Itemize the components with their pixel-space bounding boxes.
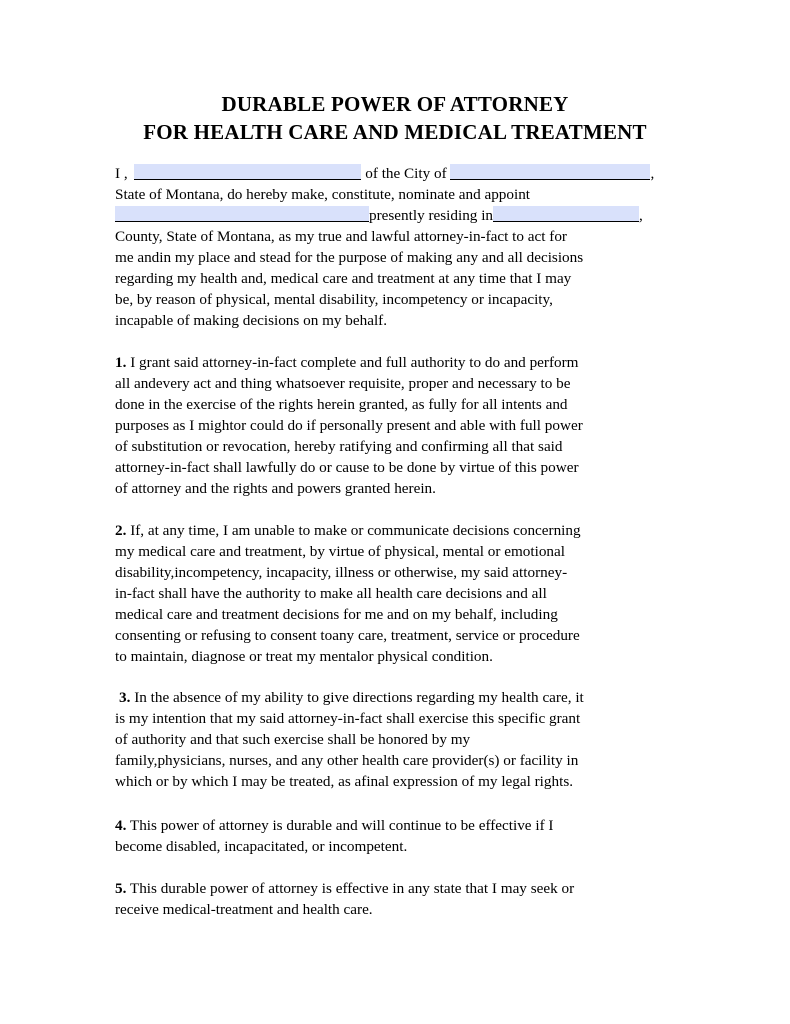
paragraph-number: 1. (115, 354, 127, 371)
paragraph-number: 4. (115, 817, 127, 834)
paragraph-number: 3. (119, 689, 131, 706)
paragraph-line: which or by which I may be treated, as afinal expression of my legal rights. (115, 773, 574, 790)
paragraph-line: become disabled, incapacitated, or incompetent. (115, 838, 408, 855)
paragraph-text: In the absence of my ability to give directions regarding my health care, it (130, 689, 584, 706)
paragraph-line: of authority and that such exercise shall be honored by my (115, 731, 471, 748)
intro-line: State of Montana, do hereby make, constitute, nominate and appoint (115, 186, 531, 203)
paragraph-line: medical care and treatment decisions for me and on my behalf, including (115, 606, 558, 623)
paragraph-line: all andevery act and thing whatsoever requisite, proper and necessary to be (115, 375, 571, 392)
paragraph-line: of substitution or revocation, hereby ratifying and confirming all that said (115, 438, 563, 455)
paragraph-text: If, at any time, I am unable to make or communicate decisions concerning (126, 522, 581, 539)
paragraph-3 (115, 687, 689, 792)
attorney-name-field[interactable] (115, 206, 369, 222)
paragraph-line (115, 815, 685, 836)
intro-line: County, State of Montana, as my true and lawful attorney-in-fact to act for (115, 228, 567, 245)
paragraph-line: disability,incompetency, incapacity, illness or otherwise, my said attorney- (115, 564, 568, 581)
paragraph-4 (115, 815, 685, 857)
intro-line: be, by reason of physical, mental disability, incompetency or incapacity, (115, 291, 553, 308)
paragraph-2 (115, 520, 685, 667)
paragraph-line: in-fact shall have the authority to make all health care decisions and all (115, 585, 547, 602)
paragraph-line (115, 878, 685, 899)
intro-text: I , (115, 165, 128, 182)
paragraph-1 (115, 352, 685, 499)
paragraph-line: receive medical-treatment and health care. (115, 901, 373, 918)
paragraph-number: 2. (115, 522, 127, 539)
paragraph-line (115, 520, 685, 541)
paragraph-text: This durable power of attorney is effective in any state that I may seek or (126, 880, 575, 897)
city-field[interactable] (450, 164, 650, 180)
intro-text: presently residing in (369, 207, 494, 224)
paragraph-number: 5. (115, 880, 127, 897)
paragraph-text: I grant said attorney-in-fact complete and full authority to do and perform (126, 354, 579, 371)
intro-line (115, 163, 677, 184)
paragraph-line (115, 352, 685, 373)
paragraph-5 (115, 878, 685, 920)
intro-paragraph (115, 163, 677, 331)
paragraph-line: consenting or refusing to consent toany care, treatment, service or procedure (115, 627, 580, 644)
intro-line: regarding my health and, medical care and treatment at any time that I may (115, 270, 572, 287)
document-title-line1: DURABLE POWER OF ATTORNEY (221, 92, 569, 116)
paragraph-line: is my intention that my said attorney-in-fact shall exercise this specific grant (115, 710, 581, 727)
intro-text: , (650, 165, 655, 182)
intro-text: of the City of (365, 165, 447, 182)
paragraph-line: family,physicians, nurses, and any other health care provider(s) or facility in (115, 752, 579, 769)
residence-county-field[interactable] (493, 206, 639, 222)
paragraph-line: purposes as I mightor could do if personally present and able with full power (115, 417, 583, 434)
intro-line (115, 205, 677, 226)
paragraph-text: This power of attorney is durable and will continue to be effective if I (126, 817, 554, 834)
intro-line: me andin my place and stead for the purpose of making any and all decisions (115, 249, 584, 266)
intro-text: , (639, 207, 643, 224)
document-title-line2: FOR HEALTH CARE AND MEDICAL TREATMENT (143, 120, 647, 144)
paragraph-line: of attorney and the rights and powers granted herein. (115, 480, 436, 497)
paragraph-line (119, 687, 689, 708)
intro-line: incapable of making decisions on my behalf. (115, 312, 388, 329)
principal-name-field[interactable] (134, 164, 361, 180)
paragraph-line: attorney-in-fact shall lawfully do or cause to be done by virtue of this power (115, 459, 579, 476)
paragraph-line: my medical care and treatment, by virtue of physical, mental or emotional (115, 543, 565, 560)
paragraph-line: to maintain, diagnose or treat my mentalor physical condition. (115, 648, 493, 665)
paragraph-line: done in the exercise of the rights herein granted, as fully for all intents and (115, 396, 568, 413)
